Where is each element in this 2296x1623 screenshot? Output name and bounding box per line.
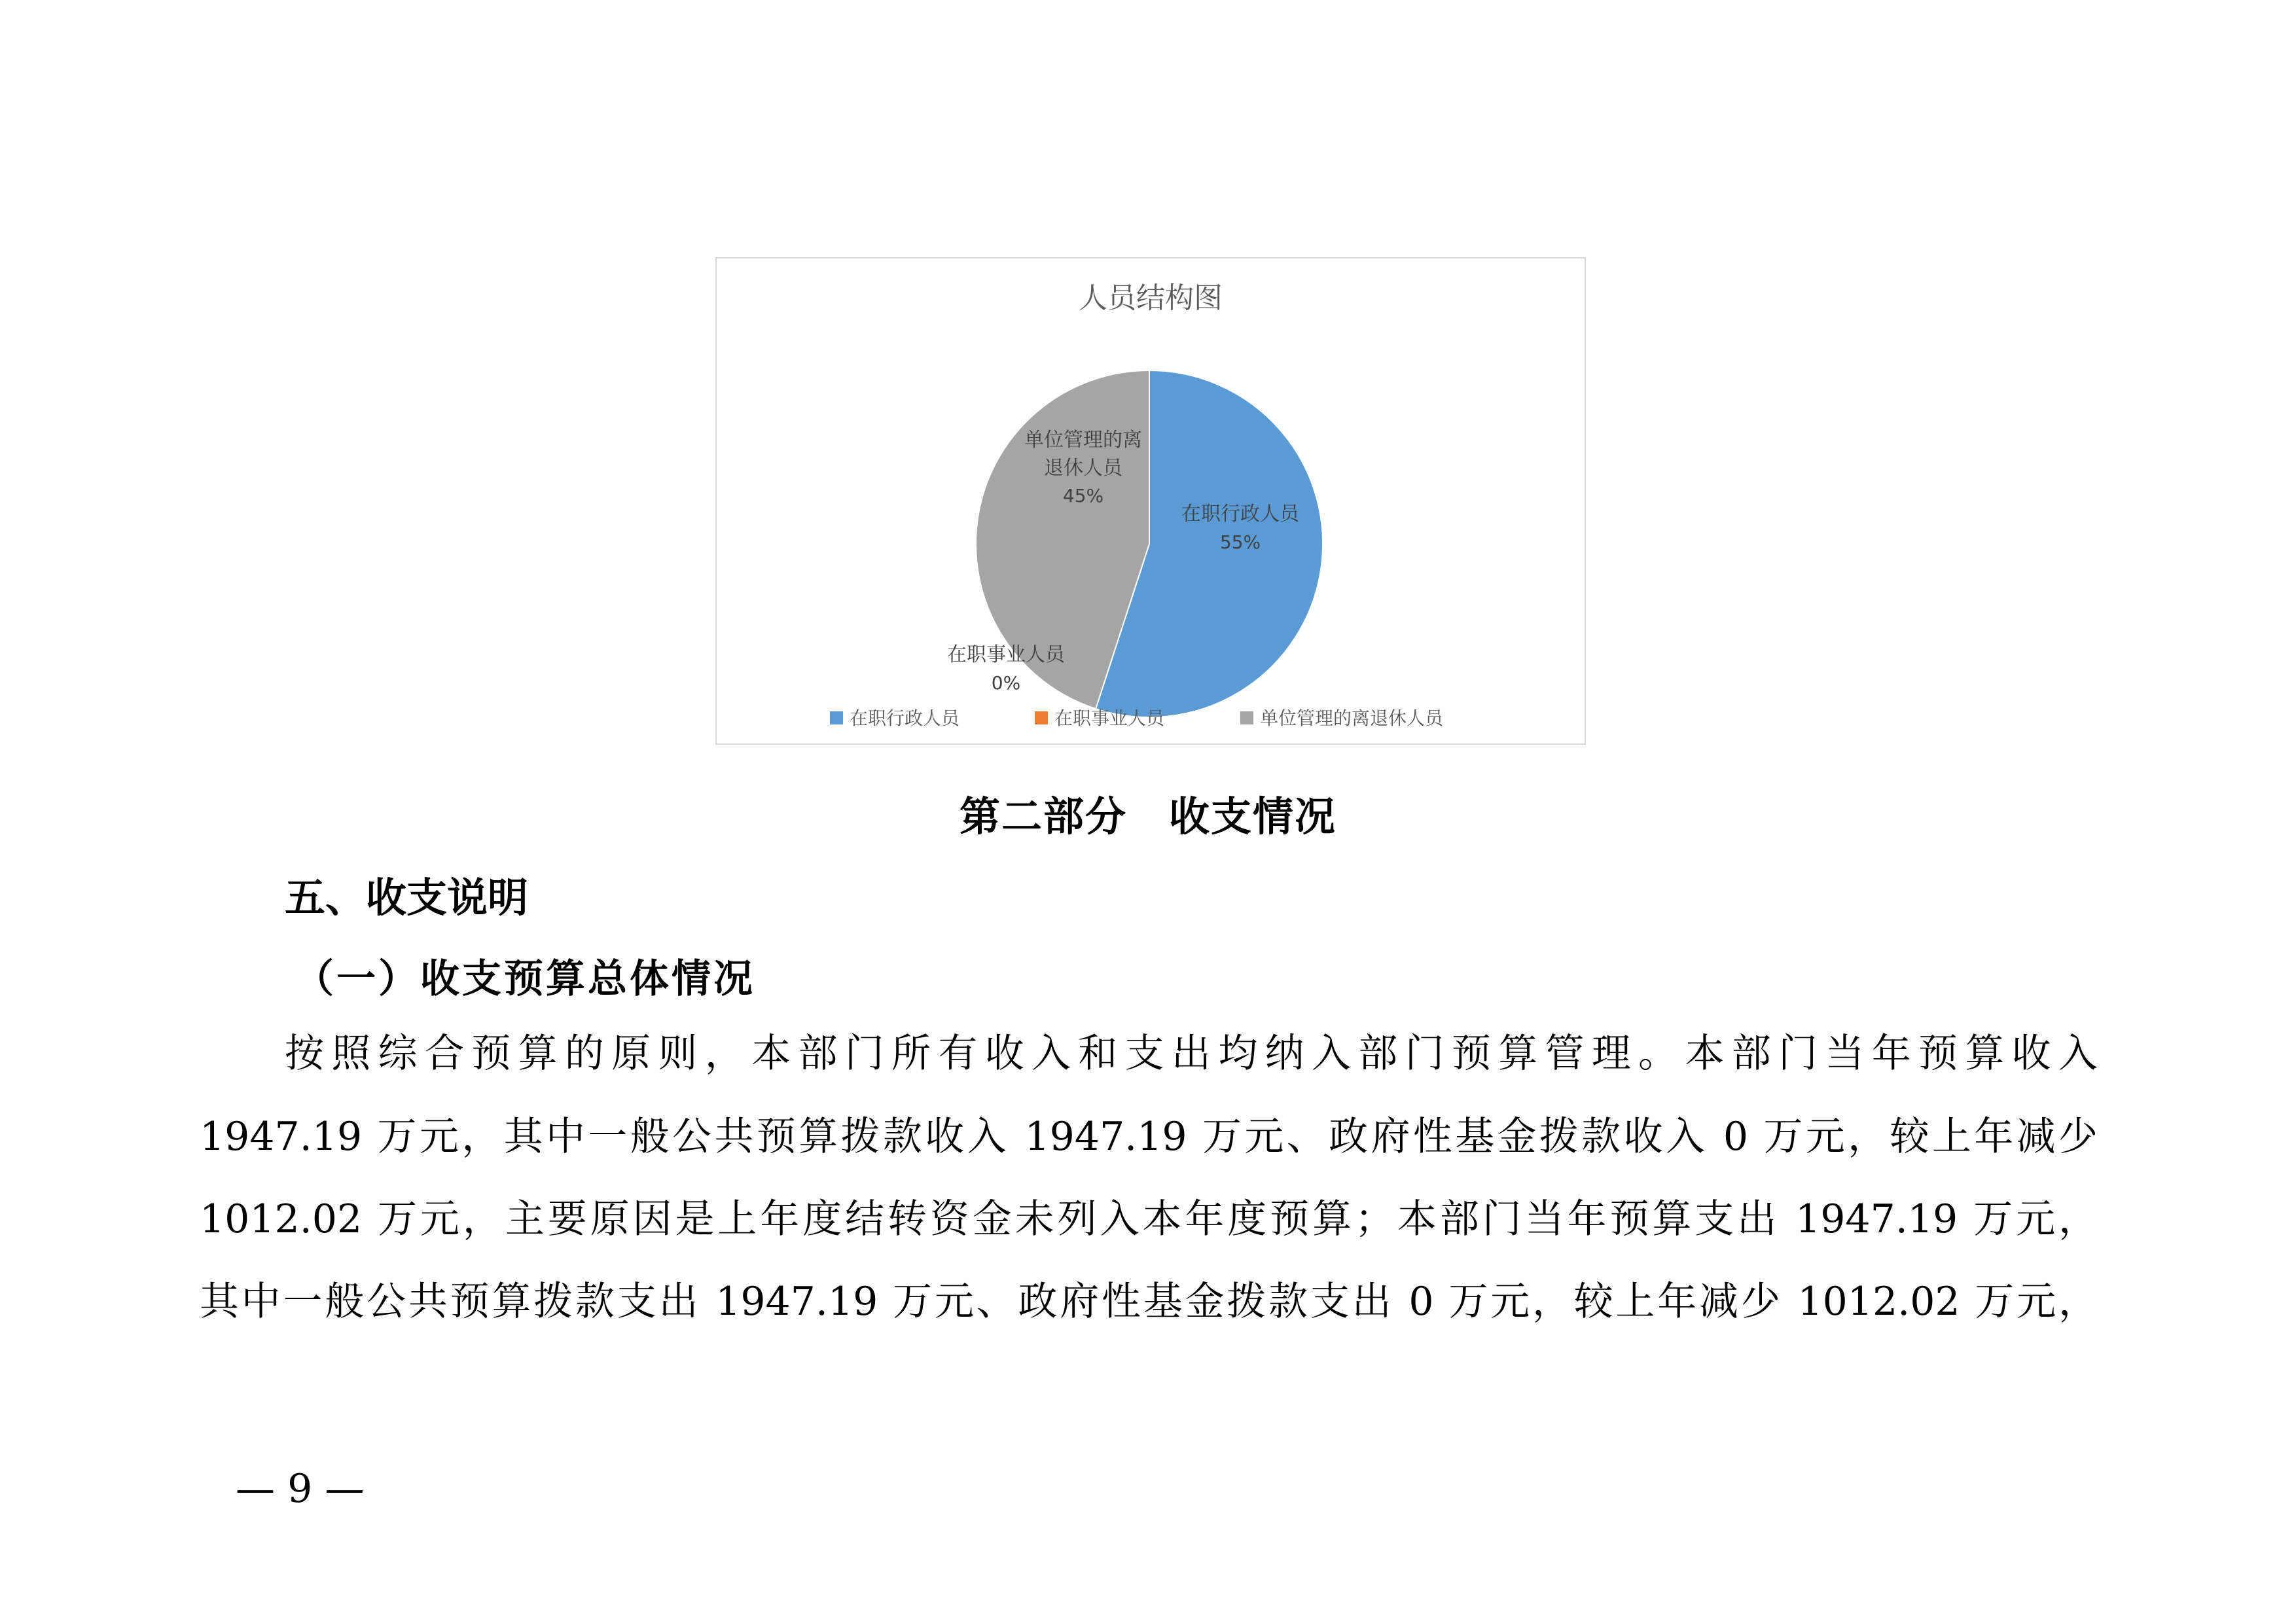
- legend-label-institution: 在职事业人员: [1054, 707, 1165, 729]
- pie-chart-svg: [717, 259, 1585, 743]
- data-label-retired-name-line2: 退休人员: [1044, 457, 1122, 480]
- paragraph-line-1: 按照综合预算的原则，本部门所有收入和支出均纳入部门预算管理。本部门当年预算收入: [285, 1031, 2098, 1077]
- data-label-retired-value: 45%: [1062, 485, 1104, 507]
- data-label-admin-name: 在职行政人员: [1181, 503, 1299, 526]
- legend-swatch-institution: [1035, 711, 1048, 724]
- data-label-institution-value: 0%: [991, 672, 1021, 694]
- chart-title: 人员结构图: [1079, 281, 1223, 315]
- data-label-institution-name: 在职事业人员: [947, 643, 1065, 666]
- legend-swatch-retired: [1240, 711, 1253, 724]
- data-label-retired-name-line1: 单位管理的离: [1024, 429, 1142, 452]
- part-heading: 第二部分 收支情况: [959, 793, 1336, 840]
- legend-swatch-admin: [830, 711, 843, 724]
- legend-label-admin: 在职行政人员: [850, 707, 960, 729]
- paragraph-line-4: 其中一般公共预算拨款支出 1947.19 万元、政府性基金拨款支出 0 万元，较上年减少 1012.02 万元，: [200, 1279, 2098, 1325]
- subsection-heading: （一）收支预算总体情况: [295, 956, 755, 1002]
- data-label-admin-value: 55%: [1219, 531, 1261, 553]
- section-heading: 五、收支说明: [285, 874, 529, 921]
- paragraph-line-2: 1947.19 万元，其中一般公共预算拨款收入 1947.19 万元、政府性基金拨款收入 0 万元，较上年减少: [200, 1114, 2098, 1160]
- paragraph-line-3: 1012.02 万元，主要原因是上年度结转资金未列入本年度预算；本部门当年预算支出 1947.19 万元，: [200, 1196, 2098, 1242]
- page-number: — 9 —: [236, 1466, 365, 1512]
- pie-chart: [715, 257, 1586, 745]
- legend-label-retired: 单位管理的离退休人员: [1260, 707, 1444, 729]
